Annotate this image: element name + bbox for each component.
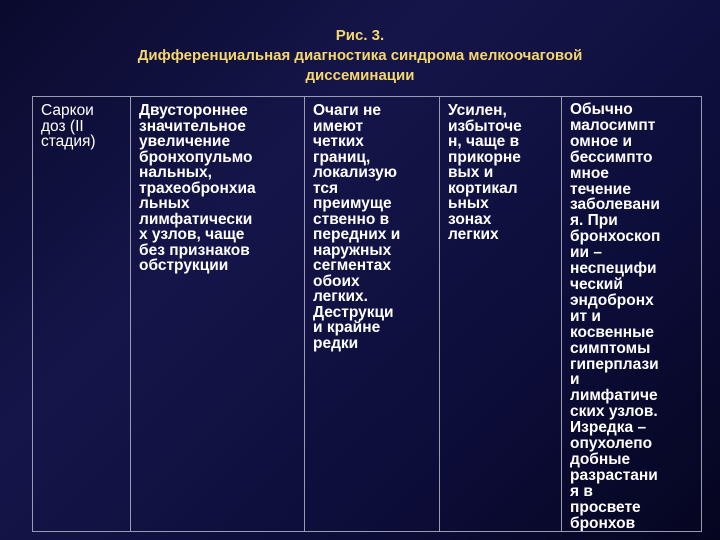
diagnosis-table xyxy=(32,96,702,532)
foci-cell xyxy=(305,97,440,532)
slide-title xyxy=(0,26,720,86)
title-line: диссеминации xyxy=(305,67,415,84)
course-text: Обычно малосимпт омное и бессимпто мное течение заболевани я. При бронхоскоп ии – неспецифи ческий эндобронх ит и косвенные симптомы гиперплази и лимфатиче ских узлов. Изредка – опухолепо добные разрастани я в просвете бронхов xyxy=(570,101,661,532)
lymph-nodes-cell xyxy=(131,97,305,532)
pattern-cell xyxy=(440,97,562,532)
title-line: Дифференциальная диагностика синдрома мелкоочаговой xyxy=(137,47,583,64)
pattern-text: Усилен, избыточе н, чаще в прикорне вых и кортикал ьных зонах легких xyxy=(448,102,522,243)
figure-number: Рис. 3. xyxy=(335,27,385,44)
course-cell xyxy=(562,97,702,532)
lymph-nodes-text: Двустороннее значительное увеличение бронхопульмо нальных, трахеобронхиа льных лимфатически х узлов, чаще без признаков обструкции xyxy=(139,102,256,274)
disease-name: Саркои доз (II стадия) xyxy=(41,102,96,150)
table-row xyxy=(33,97,702,532)
foci-text: Очаги не имеют четких границ, локализую тся преимуще ственно в передних и наружных сегментах обоих легких. Деструкци и крайне редки xyxy=(313,102,401,352)
disease-cell xyxy=(33,97,131,532)
